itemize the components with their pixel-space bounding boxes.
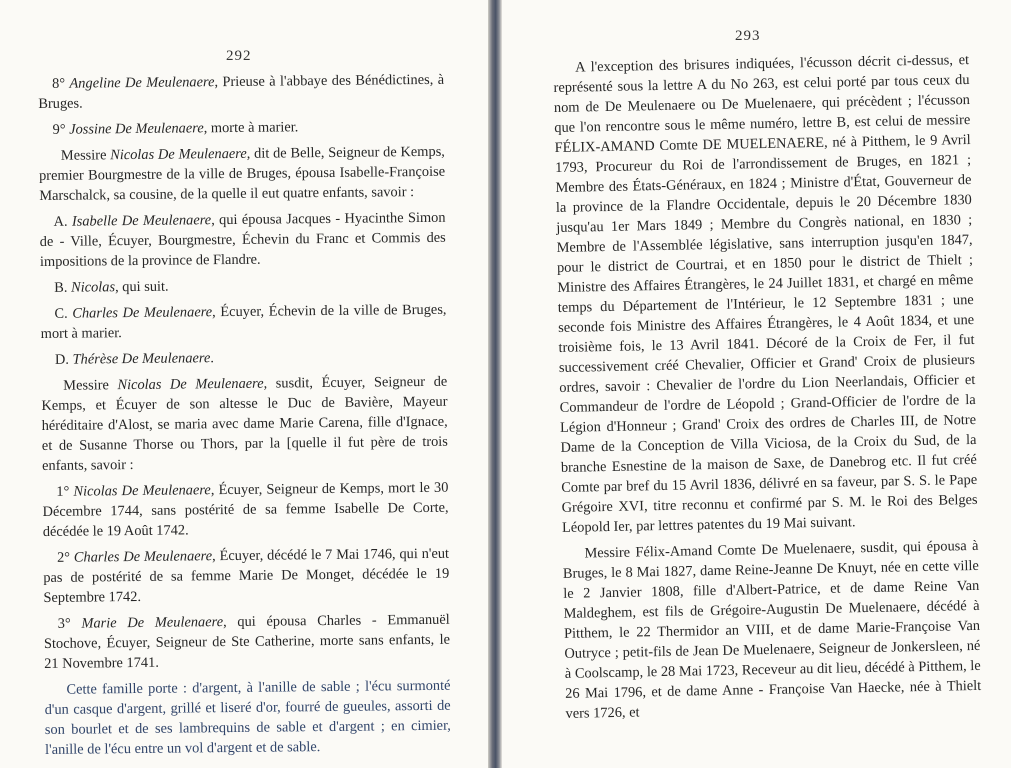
left-page-text [38, 70, 451, 766]
coat-of-arms-paragraph: Cette famille porte : d'argent, à l'anille de sable ; l'écu surmonté d'un casque d'argent, grillé et liseré d'or, fourré de gueules, assorti de son bourlet et de ses lambrequins de sable et d'argent ; en cimier, l'anille de l'écu entre un vol d'argent et de sable. [44, 677, 451, 758]
paragraph-felix-amand: Messire Félix-Amand Comte De Muelenaere, susdit, qui épousa à Bruges, le 8 Mai 1827, dame Reine-Jeanne De Knuyt, née en cette ville le 2 Janvier 1808, fille d'Albert-Patrice, et de dame Reine Van Maldeghem, est fils de Grégoire-Augustin De Muelenaere, décédé à Pitthem, le 22 Thermidor an VIII, et de dame Marie-Françoise Van Outryce ; petit-fils de Jean De Muelenaere, Seigneur de Jonkersleen, né à Coolscamp, le 28 Mai 1723, Receveur au dit lieu, décédé à Pitthem, le 26 Mai 1796, et de dame Anne - Françoise Van Haecke, née à Thielt vers 1726, et [562, 537, 982, 722]
paragraph-nicolas-2: Messire Nicolas De Meulenaere, susdit, Écuyer, Seigneur de Kemps, et Écuyer de son altesse le Duc de Bavière, Mayeur héréditaire d'Alost, se maria avec dame Marie Carena, fille d'Ignace, et de Susanne Thorse ou Thors, par la [quelle il fut père de trois enfants, savoir : [41, 373, 448, 474]
page-number-right: 293 [735, 28, 761, 44]
paragraph-1: 1° Nicolas De Meulenaere, Écuyer, Seigneur de Kemps, mort le 30 Décembre 1744, sans postérité de sa femme Isabelle De Corte, décédée le 19 Août 1742. [42, 479, 449, 540]
page-number-left: 292 [226, 48, 252, 64]
paragraph-b: B. Nicolas, qui suit. [54, 278, 169, 296]
paragraph-2: 2° Charles De Meulenaere, Écuyer, décédé le 7 Mai 1746, qui n'eut pas de postérité de sa femme Marie De Monget, décédée le 19 Septembre 1742. [43, 545, 450, 606]
paragraph-9: 9° Jossine De Meulenaere, morte à marier. [52, 119, 299, 138]
right-page-text [553, 50, 982, 730]
paragraph-c: C. Charles De Meulenaere, Écuyer, Échevin de la ville de Bruges, mort à marier. [40, 301, 447, 342]
paragraph-d: D. Thérèse De Meulenaere. [54, 350, 215, 368]
paragraph-8: 8° Angeline De Meulenaere, Prieuse à l'abbaye des Bénédictines, à Bruges. [38, 71, 445, 112]
paragraph-3: 3° Marie De Meulenaere, qui épousa Charles - Emmanuël Stochove, Écuyer, Seigneur de Ste Catherine, morte sans enfants, le 21 Novembre 1741. [43, 611, 451, 672]
paragraph-escutcheon: A l'exception des brisures indiquées, l'écusson décrit ci-dessus, et représenté sous la lettre A du No 263, est celui porté par tous ceux du nom de De Meulenaere ou De Muelenaere, qui précèdent ; l'écusson que l'on rencontre sous le même numéro, lettre B, est celui de messire FÉLIX-AMAND Comte DE MUELENAERE, né à Pitthem, le 9 Avril 1793, Procureur du Roi de l'arrondissement de Bruges, en 1821 ; Membre des États-Généraux, en 1824 ; Ministre d'État, Gouverneur de la province de la Flandre Occidentale, depuis le 20 Décembre 1830 jusqu'au 1er Mars 1849 ; Membre du Congrès national, en 1830 ; Membre de l'Assemblée législative, sans interruption jusqu'en 1847, pour le district de Courtrai, et en 1850 pour le district de Thielt ; Ministre des Affaires Étrangères, le 24 Juillet 1831, et chargé en même temps du Département de l'Intérieur, le 12 Septembre 1831 ; une seconde fois Ministre des Affaires Étrangères, le 4 Août 1834, et une troisième fois, le 13 Avril 1841. Décoré de la Croix de Fer, il fut successivement créé Chevalier, Officier et Grand' Croix de plusieurs ordres, savoir : Chevalier de l'ordre du Lion Neerlandais, Officier et Commandeur de l'ordre de Léopold ; Grand-Officier de l'ordre de la Légion d'Honneur ; Grand' Croix des ordres de Charles III, de Notre Dame de la Conception de Villa Viciosa, de la Croix du Sud, de la branche Esnestine de la maison de Saxe, de Danebrog etc. Il fut créé Comte par bref du 15 Avril 1836, délivré en sa faveur, par S. S. le Pape Grégoire XVI, titre reconnu et confirmé par S. M. le Roi des Belges Léopold Ier, par lettres patentes du 19 Mai suivant. [553, 52, 978, 536]
book-gutter [488, 0, 502, 768]
paragraph-nicolas-1: Messire Nicolas De Meulenaere, dit de Belle, Seigneur de Kemps, premier Bourgmestre de la ville de Bruges, épousa Isabelle-Françoise Marschalck, sa cousine, de la quelle il eut quatre enfants, savoir : [38, 143, 446, 204]
paragraph-a: A. Isabelle De Meulenaere, qui épousa Jacques - Hyacinthe Simon de - Ville, Écuyer, Bourgmestre, Échevin du Franc et Commis des impositions de la province de Flandre. [39, 209, 446, 270]
